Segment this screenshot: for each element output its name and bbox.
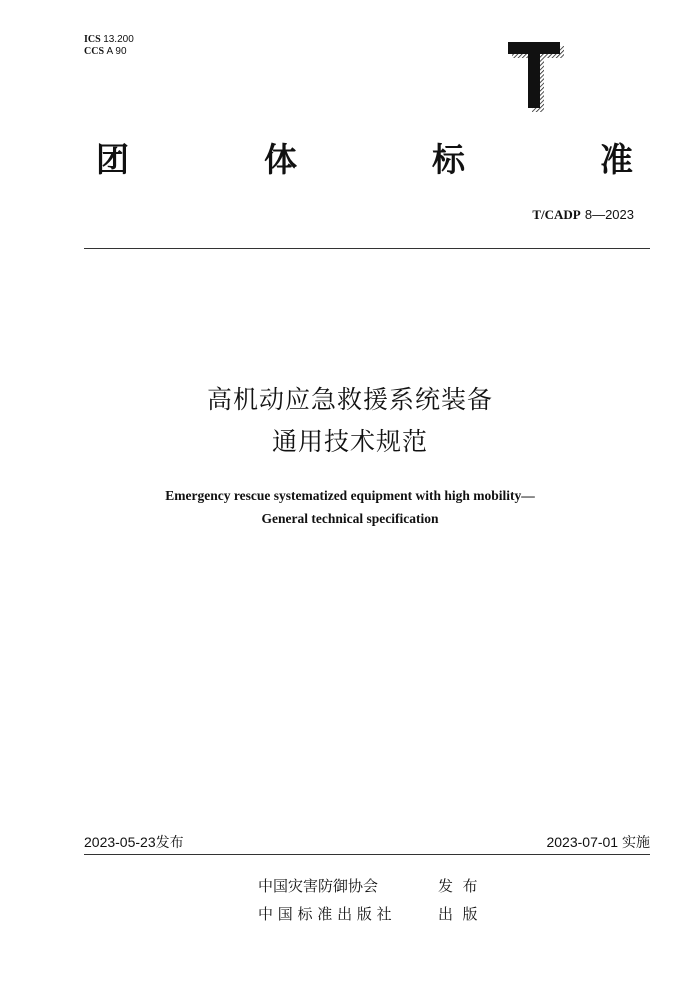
doc-type-char-2: 体	[264, 140, 297, 179]
publisher-role-2: 出 版	[438, 905, 478, 923]
ccs-key: CCS	[84, 46, 105, 57]
standard-type-t-logo	[508, 42, 564, 112]
ics-key: ICS	[84, 34, 101, 45]
publisher-org-1: 中国灾害防御协会	[258, 877, 379, 895]
ics-code	[84, 34, 134, 46]
title-cn-line-1: 高机动应急救援系统装备	[206, 385, 493, 414]
header-divider	[84, 248, 650, 249]
doc-type-char-1: 团	[96, 140, 129, 179]
ccs-value: A 90	[106, 46, 127, 57]
publish-date: 2023-05-23	[84, 834, 156, 850]
publisher-role-1: 发 布	[438, 877, 478, 895]
classification-codes	[84, 34, 134, 58]
publisher-org-2: 中 国 标 准 出 版 社	[258, 905, 392, 923]
implement-date-line	[546, 833, 650, 852]
standard-number-prefix: T/CADP	[532, 207, 581, 222]
footer-divider	[84, 854, 650, 855]
implement-date: 2023-07-01	[546, 834, 619, 850]
t-logo-icon	[508, 42, 564, 112]
title-en-line-1: Emergency rescue systematized equipment with high mobility—	[165, 488, 535, 503]
implement-label: 实施	[622, 835, 650, 851]
doc-type-char-4: 准	[600, 140, 633, 179]
title-en-line-2: General technical specification	[261, 511, 439, 526]
standard-number-value: 8—2023	[584, 207, 634, 222]
ccs-code	[84, 46, 134, 58]
ics-value: 13.200	[103, 34, 134, 45]
doc-type-char-3: 标	[432, 140, 465, 179]
publish-date-line	[84, 833, 184, 852]
standard-number	[532, 207, 634, 224]
title-cn-line-2: 通用技术规范	[271, 427, 428, 456]
publish-label: 发布	[155, 835, 184, 851]
